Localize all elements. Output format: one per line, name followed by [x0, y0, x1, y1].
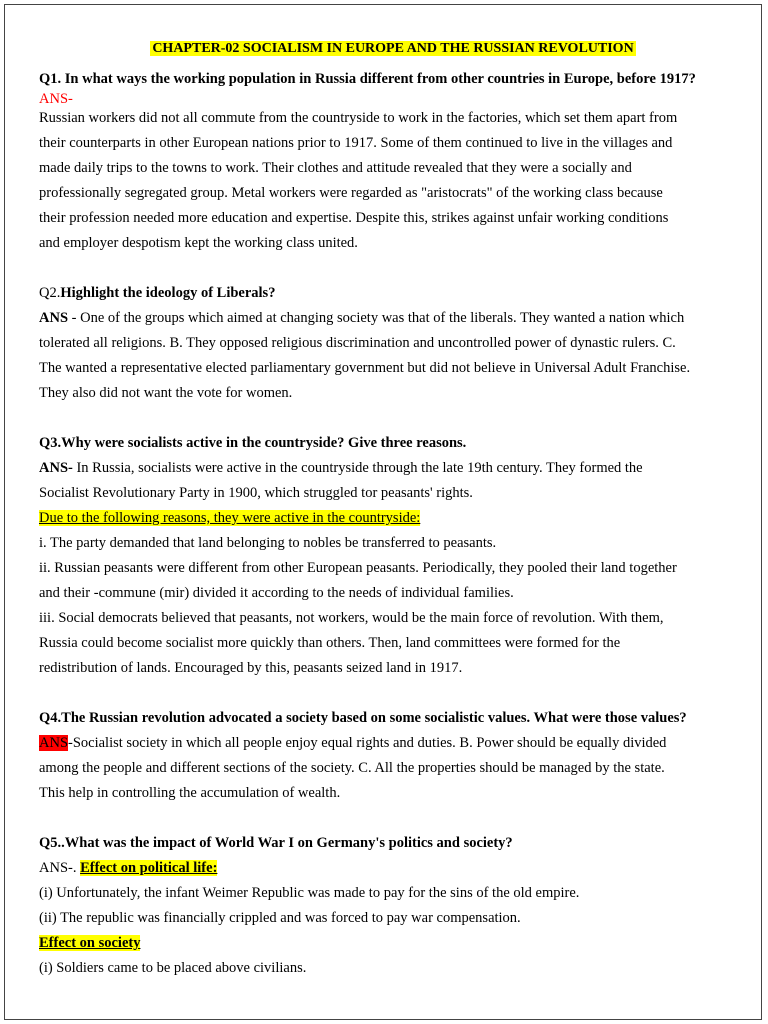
- q1-answer-line: and employer despotism kept the working class united.: [39, 235, 358, 251]
- document-content: [39, 35, 747, 981]
- q4-question: Q4.The Russian revolution advocated a society based on some socialistic values. What were those values?: [39, 710, 687, 726]
- q4-ans-label: ANS: [39, 735, 69, 751]
- q4-answer-line: ANS-Socialist society in which all people enjoy equal rights and duties. B. Power should be equally divided: [39, 735, 667, 751]
- q3-answer-line: Socialist Revolutionary Party in 1900, which struggled tor peasants' rights.: [39, 485, 473, 501]
- q2-answer-line: They also did not want the vote for women.: [39, 385, 293, 401]
- q1-answer-line: their counterparts in other European nations prior to 1917. Some of them continued to live in the villages and: [39, 135, 673, 151]
- q3-question: Q3.Why were socialists active in the countryside? Give three reasons.: [39, 435, 467, 451]
- q5-answer-line: (ii) The republic was financially crippled and was forced to pay war compensation.: [39, 910, 521, 926]
- q3-answer-line: i. The party demanded that land belonging to nobles be transferred to peasants.: [39, 535, 497, 551]
- q3-highlight-heading: Due to the following reasons, they were active in the countryside:: [39, 510, 421, 526]
- q3-answer-line: ii. Russian peasants were different from other European peasants. Periodically, they pooled their land together: [39, 560, 677, 576]
- q2-ans-label: ANS: [39, 310, 69, 326]
- q3-answer-line: and their -commune (mir) divided it according to the needs of individual families.: [39, 585, 514, 601]
- q2-answer-line: The wanted a representative elected parliamentary government but did not believe in Universal Adult Franchise.: [39, 360, 691, 376]
- q3-answer-line: ANS- In Russia, socialists were active in the countryside through the late 19th century. They formed the: [39, 460, 643, 476]
- q1-answer-line: professionally segregated group. Metal workers were regarded as "aristocrats" of the working class because: [39, 185, 663, 201]
- q1-ans-label: ANS-: [39, 91, 73, 107]
- q1-answer-line: made daily trips to the towns to work. Their clothes and attitude revealed that they were a socially and: [39, 160, 632, 176]
- q3-answer-line: iii. Social democrats believed that peasants, not workers, would be the main force of revolution. With them,: [39, 610, 664, 626]
- q1-question: Q1. In what ways the working population in Russia different from other countries in Europe, before 1917?: [39, 71, 696, 87]
- q5-answer-line: [39, 856, 747, 881]
- q4-answer-line: This help in controlling the accumulation of wealth.: [39, 785, 341, 801]
- chapter-title: CHAPTER-02 SOCIALISM IN EUROPE AND THE RUSSIAN REVOLUTION: [152, 41, 634, 56]
- q3-ans-label: ANS-: [39, 460, 73, 476]
- q5-society-heading-line: [39, 931, 747, 956]
- society-heading: Effect on society: [39, 935, 141, 951]
- q2-answer-line: tolerated all religions. B. They opposed religious discrimination and uncontrolled power of dynastic rulers. C.: [39, 335, 676, 351]
- q5-answer-line: (i) Soldiers came to be placed above civilians.: [39, 960, 307, 976]
- q2-answer-line: ANS - One of the groups which aimed at changing society was that of the liberals. They wanted a nation which: [39, 310, 685, 326]
- q5-ans-label: ANS-.: [39, 860, 81, 876]
- q1-answer-line: Russian workers did not all commute from the countryside to work in the factories, which set them apart from: [39, 110, 678, 126]
- q4-answer-line: among the people and different sections of the society. C. All the properties should be managed by the state.: [39, 760, 665, 776]
- q3-answer-line: redistribution of lands. Encouraged by this, peasants seized land in 1917.: [39, 660, 463, 676]
- q3-answer-line: Russia could become socialist more quickly than others. Then, land committees were formed for the: [39, 635, 621, 651]
- q2-question: Q2.Highlight the ideology of Liberals?: [39, 285, 276, 301]
- document-page: [4, 4, 762, 1020]
- q5-answer-line: (i) Unfortunately, the infant Weimer Republic was made to pay for the sins of the old empire.: [39, 885, 580, 901]
- q5-question: Q5..What was the impact of World War I on Germany's politics and society?: [39, 835, 513, 851]
- q1-answer-line: their profession needed more education and expertise. Despite this, strikes against unfair working conditions: [39, 210, 669, 226]
- political-life-heading: Effect on political life:: [80, 860, 218, 876]
